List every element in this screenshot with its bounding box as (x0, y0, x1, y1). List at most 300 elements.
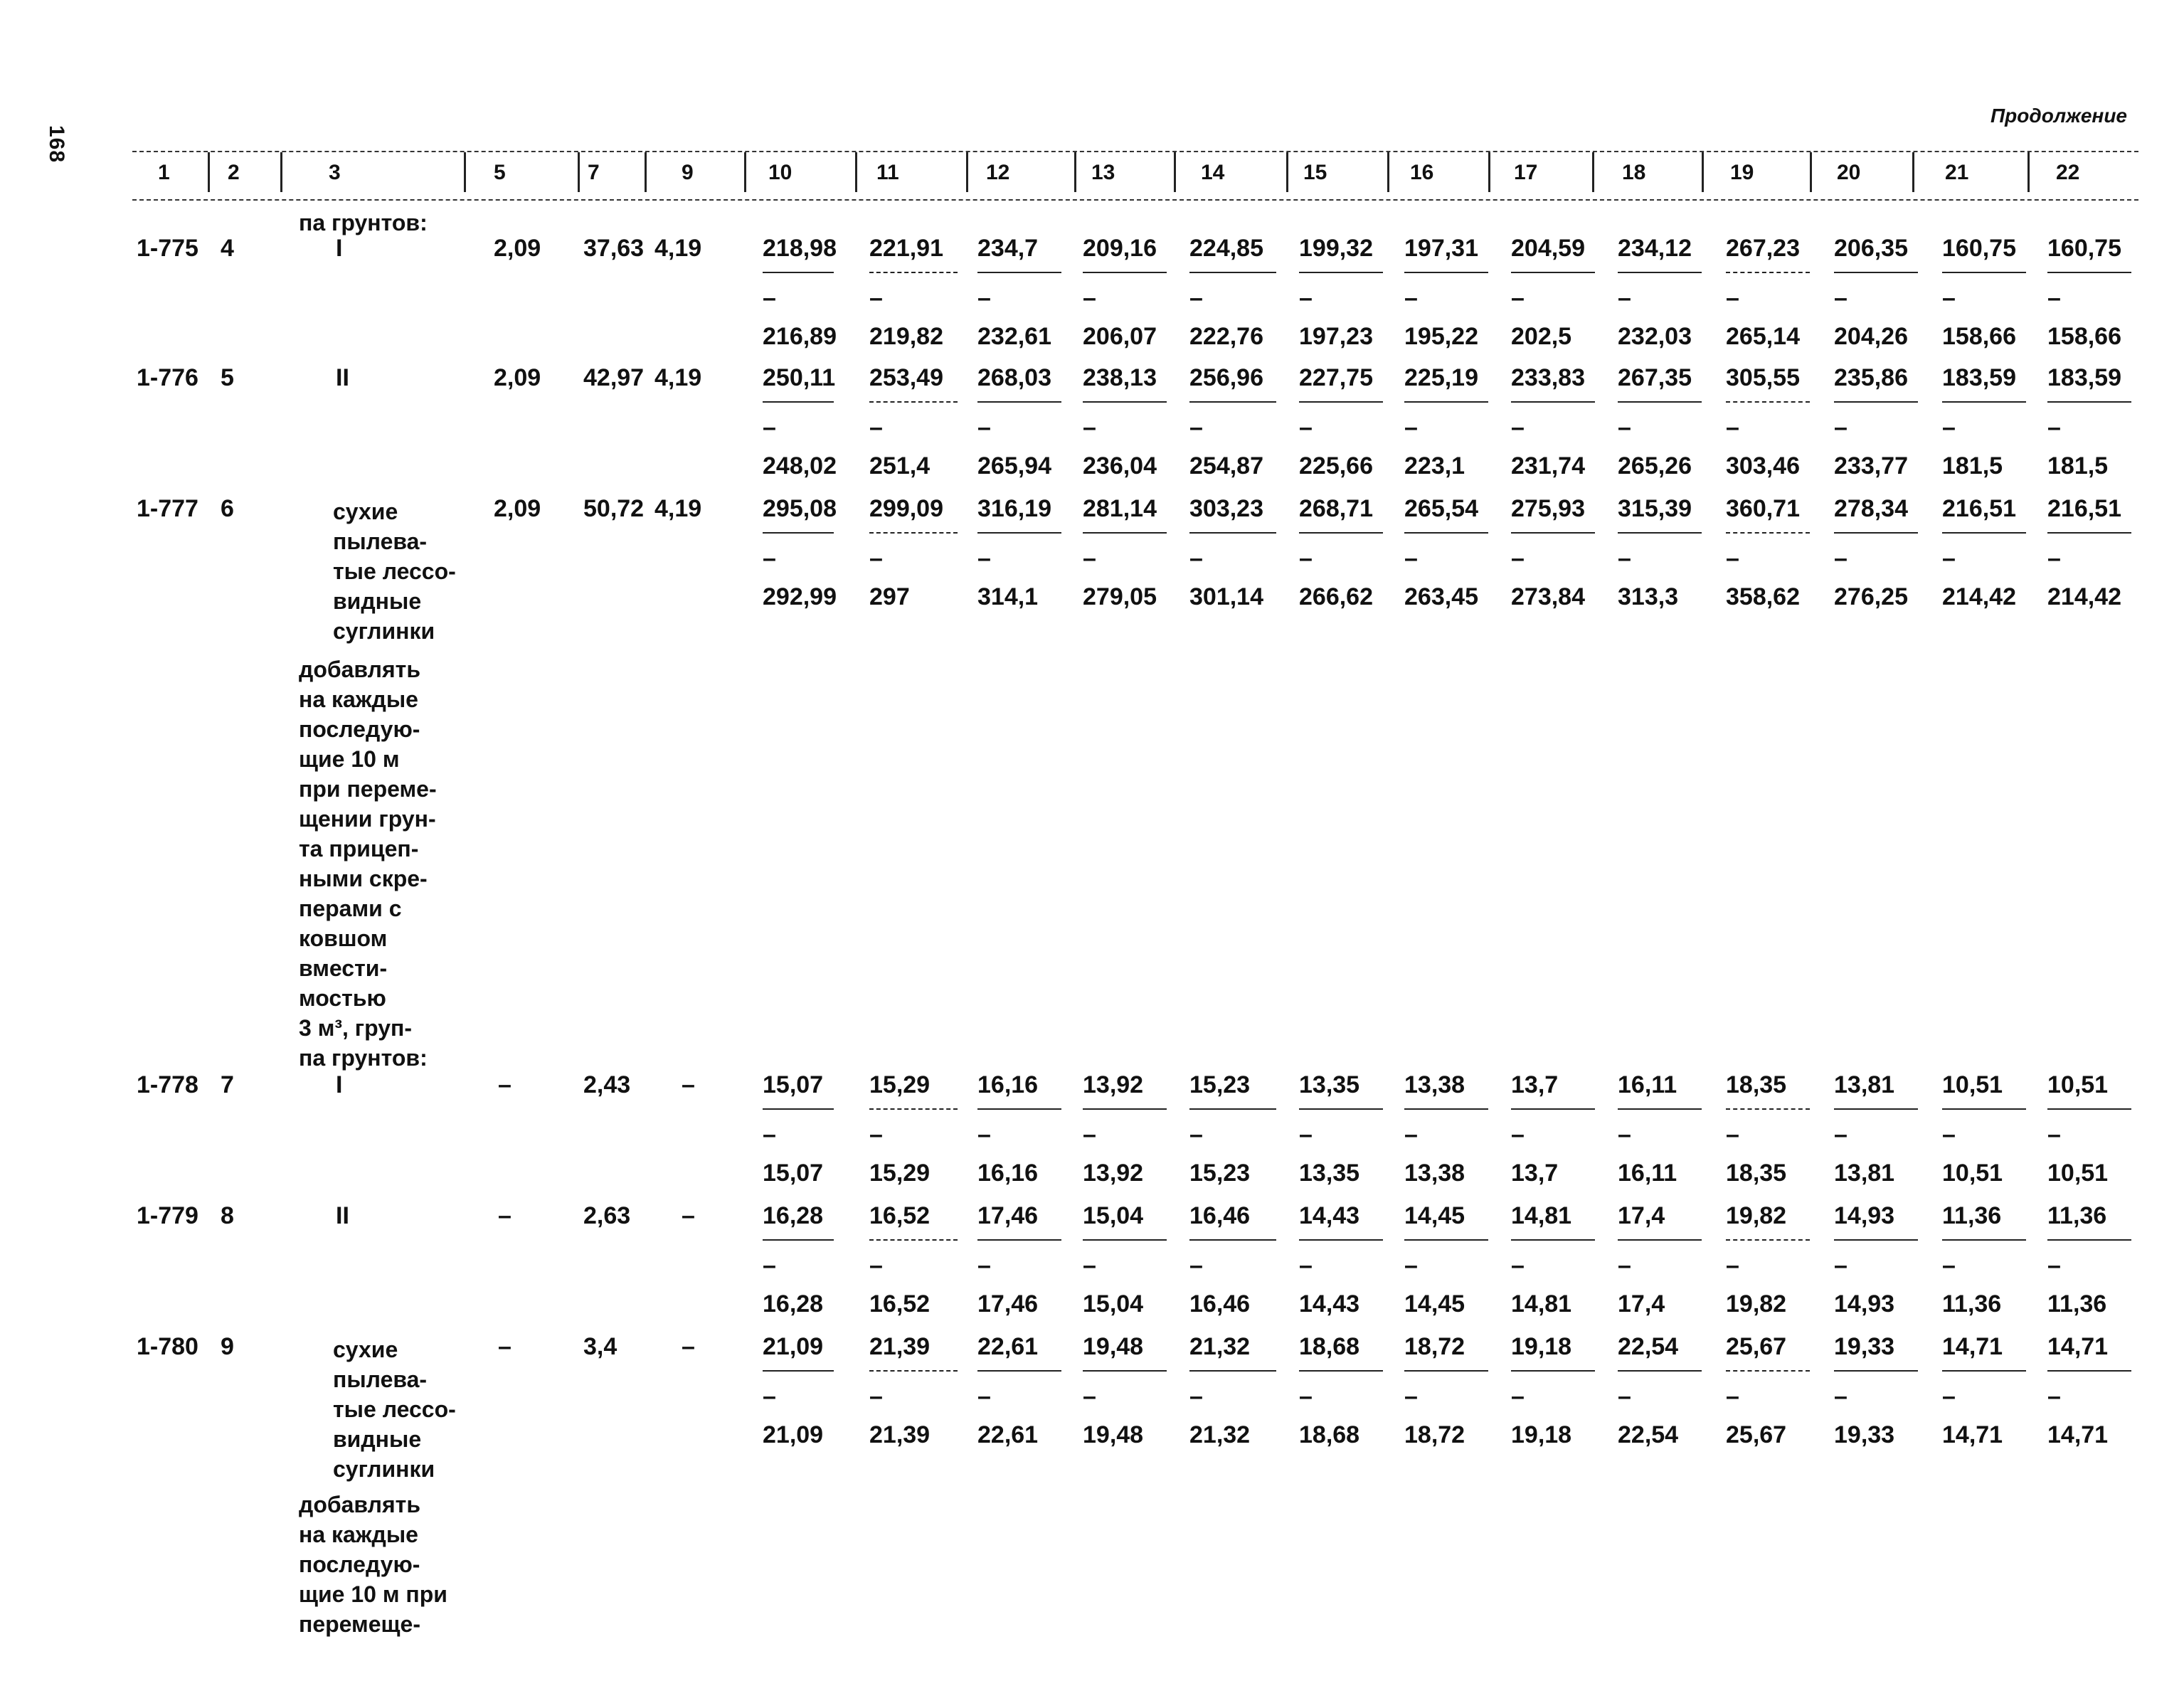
minus-sign: – (977, 1121, 991, 1148)
fraction-bar (869, 401, 958, 403)
row-label: сухие пылева- тые лессо- видные суглинки (333, 1337, 456, 1482)
denominator-value: 181,5 (2047, 452, 2109, 479)
fraction-bar (1083, 532, 1167, 534)
fraction-bar (1726, 272, 1810, 273)
fraction-bar (869, 532, 958, 534)
fraction-bar (977, 532, 1061, 534)
header-divider (1286, 152, 1288, 192)
fraction-bar (763, 401, 834, 403)
minus-sign: – (1834, 1383, 1848, 1410)
minus-sign: – (1189, 285, 1203, 312)
numerator-value: 360,71 (1726, 495, 1800, 522)
denominator-value: 14,71 (1942, 1421, 2003, 1448)
fraction-bar (2047, 401, 2131, 403)
numerator-value: 13,38 (1404, 1071, 1465, 1098)
header-divider (578, 152, 580, 192)
minus-sign: – (1083, 545, 1096, 572)
denominator-value: 236,04 (1083, 452, 1157, 479)
fraction-bar (763, 1239, 834, 1241)
header-divider (280, 152, 282, 192)
minus-sign: – (1189, 545, 1203, 572)
numerator-value: 209,16 (1083, 235, 1157, 262)
minus-sign: – (763, 1383, 776, 1410)
denominator-value: 14,81 (1511, 1290, 1572, 1317)
header-cell-16: 16 (1410, 161, 1434, 184)
numerator-value: 233,83 (1511, 364, 1585, 391)
denominator-value: 15,23 (1189, 1160, 1251, 1187)
denominator-value: 313,3 (1618, 583, 1679, 610)
numerator-value: 234,7 (977, 235, 1039, 262)
denominator-value: 314,1 (977, 583, 1039, 610)
minus-sign: – (763, 1252, 776, 1279)
fraction-bar (1299, 532, 1383, 534)
numerator-value: 13,7 (1511, 1071, 1559, 1098)
fraction-bar (1834, 272, 1918, 273)
row-label: I (336, 235, 343, 262)
header-divider (208, 152, 210, 192)
numerator-value: 14,81 (1511, 1202, 1572, 1229)
minus-sign: – (1299, 285, 1313, 312)
header-divider (1488, 152, 1490, 192)
numerator-value: 15,29 (869, 1071, 931, 1098)
numerator-value: 16,46 (1189, 1202, 1251, 1229)
fraction-bar (869, 1370, 958, 1372)
denominator-value: 14,43 (1299, 1290, 1360, 1317)
fraction-bar (1726, 401, 1810, 403)
numerator-value: 16,16 (977, 1071, 1039, 1098)
header-cell-2: 2 (228, 161, 240, 184)
header-cell-10: 10 (768, 161, 793, 184)
group-title-continued: добавлять на каждые последую- щие 10 м при перемеще- (299, 1492, 447, 1637)
minus-sign: – (1726, 1252, 1739, 1279)
numerator-value: 303,23 (1189, 495, 1263, 522)
numerator-value: 206,35 (1834, 235, 1908, 262)
numerator-value: 11,36 (1942, 1202, 2002, 1229)
header-cell-22: 22 (2056, 161, 2080, 184)
denominator-value: 11,36 (2047, 1290, 2107, 1317)
denominator-value: 266,62 (1299, 583, 1373, 610)
row-number: 8 (221, 1202, 234, 1229)
denominator-value: 25,67 (1726, 1421, 1787, 1448)
denominator-value: 195,22 (1404, 323, 1478, 350)
denominator-value: 206,07 (1083, 323, 1157, 350)
denominator-value: 222,76 (1189, 323, 1263, 350)
denominator-value: 19,82 (1726, 1290, 1787, 1317)
fraction-bar (2047, 1108, 2131, 1110)
minus-sign: – (1404, 545, 1418, 572)
denominator-value: 301,14 (1189, 583, 1263, 610)
header-cell-14: 14 (1201, 161, 1225, 184)
numerator-value: 14,43 (1299, 1202, 1360, 1229)
numerator-value: 21,09 (763, 1333, 824, 1360)
minus-sign: – (977, 545, 991, 572)
denominator-value: 14,71 (2047, 1421, 2109, 1448)
denominator-value: 158,66 (1942, 323, 2016, 350)
group-title-tail: па грунтов: (299, 210, 428, 235)
numerator-value: 275,93 (1511, 495, 1585, 522)
minus-sign: – (2047, 545, 2061, 572)
minus-sign: – (1834, 545, 1848, 572)
fraction-bar (1189, 1239, 1276, 1241)
denominator-value: 16,16 (977, 1160, 1039, 1187)
fraction-bar (1726, 1108, 1810, 1110)
fraction-bar (1942, 532, 2026, 534)
numerator-value: 15,04 (1083, 1202, 1144, 1229)
minus-sign: – (1189, 1121, 1203, 1148)
minus-sign: – (1726, 414, 1739, 441)
header-cell-1: 1 (158, 161, 170, 184)
minus-sign: – (763, 1121, 776, 1148)
fraction-bar (869, 1108, 958, 1110)
fraction-bar (1834, 1239, 1918, 1241)
row-number: 6 (221, 495, 234, 522)
minus-sign: – (1618, 1383, 1631, 1410)
fraction-bar (763, 272, 834, 273)
fraction-bar (1618, 1239, 1702, 1241)
minus-sign: – (1942, 1252, 1956, 1279)
row-number: 5 (221, 364, 234, 391)
minus-sign: – (1511, 1252, 1525, 1279)
numerator-value: 160,75 (2047, 235, 2121, 262)
row-label: I (336, 1071, 343, 1098)
minus-sign: – (1942, 1383, 1956, 1410)
minus-sign: – (1083, 1252, 1096, 1279)
denominator-value: 10,51 (1942, 1160, 2003, 1187)
numerator-value: 268,71 (1299, 495, 1373, 522)
header-divider (645, 152, 647, 192)
header-cell-12: 12 (986, 161, 1010, 184)
fraction-bar (1299, 1239, 1383, 1241)
header-divider (1592, 152, 1594, 192)
fraction-bar (1404, 272, 1488, 273)
row-code: 1-779 (137, 1202, 198, 1229)
minus-sign: – (1511, 1121, 1525, 1148)
minus-sign: – (1189, 1383, 1203, 1410)
numerator-value: 22,61 (977, 1333, 1039, 1360)
denominator-value: 204,26 (1834, 323, 1908, 350)
col7-value: 42,97 (583, 364, 645, 391)
fraction-bar (869, 1239, 958, 1241)
fraction-bar (1189, 1108, 1276, 1110)
denominator-value: 202,5 (1511, 323, 1572, 350)
denominator-value: 232,61 (977, 323, 1051, 350)
header-divider (855, 152, 857, 192)
denominator-value: 17,46 (977, 1290, 1039, 1317)
minus-sign: – (1404, 1121, 1418, 1148)
numerator-value: 19,48 (1083, 1333, 1144, 1360)
fraction-bar (869, 272, 958, 273)
numerator-value: 21,39 (869, 1333, 931, 1360)
denominator-value: 265,26 (1618, 452, 1692, 479)
fraction-bar (1404, 401, 1488, 403)
minus-sign: – (1083, 1121, 1096, 1148)
fraction-bar (1726, 532, 1810, 534)
denominator-value: 16,11 (1618, 1160, 1677, 1187)
fraction-bar (1834, 532, 1918, 534)
numerator-value: 183,59 (2047, 364, 2121, 391)
header-divider (2027, 152, 2030, 192)
header-divider (1074, 152, 1076, 192)
numerator-value: 18,68 (1299, 1333, 1360, 1360)
fraction-bar (1618, 401, 1702, 403)
fraction-bar (1511, 532, 1595, 534)
numerator-value: 10,51 (1942, 1071, 2003, 1098)
minus-sign: – (869, 545, 883, 572)
fraction-bar (977, 1108, 1061, 1110)
denominator-value: 13,92 (1083, 1160, 1144, 1187)
numerator-value: 13,81 (1834, 1071, 1895, 1098)
header-divider (966, 152, 968, 192)
fraction-bar (1511, 1108, 1595, 1110)
fraction-bar (1618, 1370, 1702, 1372)
fraction-bar (1942, 401, 2026, 403)
fraction-bar (977, 1239, 1061, 1241)
continuation-label: Продолжение (1990, 105, 2127, 127)
minus-sign: – (1511, 414, 1525, 441)
denominator-value: 181,5 (1942, 452, 2003, 479)
denominator-value: 19,18 (1511, 1421, 1572, 1448)
row-code: 1-777 (137, 495, 198, 522)
col9-value: – (682, 1333, 695, 1360)
numerator-value: 250,11 (763, 364, 836, 391)
header-divider (464, 152, 466, 192)
denominator-value: 263,45 (1404, 583, 1478, 610)
row-label: II (336, 1202, 349, 1229)
col9-value: 4,19 (654, 495, 702, 522)
denominator-value: 219,82 (869, 323, 943, 350)
numerator-value: 253,49 (869, 364, 943, 391)
numerator-value: 221,91 (869, 235, 943, 262)
fraction-bar (1404, 1370, 1488, 1372)
numerator-value: 15,07 (763, 1071, 824, 1098)
fraction-bar (1511, 272, 1595, 273)
denominator-value: 18,68 (1299, 1421, 1360, 1448)
minus-sign: – (1511, 545, 1525, 572)
fraction-bar (1299, 1108, 1383, 1110)
denominator-value: 16,46 (1189, 1290, 1251, 1317)
denominator-value: 251,4 (869, 452, 931, 479)
col5-value: 2,09 (494, 364, 541, 391)
numerator-value: 256,96 (1189, 364, 1263, 391)
denominator-value: 16,28 (763, 1290, 824, 1317)
minus-sign: – (2047, 1383, 2061, 1410)
minus-sign: – (1299, 1252, 1313, 1279)
numerator-value: 265,54 (1404, 495, 1478, 522)
denominator-value: 214,42 (1942, 583, 2016, 610)
header-divider (1810, 152, 1812, 192)
minus-sign: – (1942, 414, 1956, 441)
fraction-bar (1189, 532, 1276, 534)
fraction-bar (1726, 1239, 1810, 1241)
header-cell-18: 18 (1622, 161, 1646, 184)
denominator-value: 231,74 (1511, 452, 1585, 479)
denominator-value: 197,23 (1299, 323, 1373, 350)
denominator-value: 13,7 (1511, 1160, 1559, 1187)
minus-sign: – (2047, 285, 2061, 312)
denominator-value: 297 (869, 583, 910, 610)
minus-sign: – (1404, 1383, 1418, 1410)
numerator-value: 11,36 (2047, 1202, 2107, 1229)
header-divider (744, 152, 746, 192)
col7-value: 2,43 (583, 1071, 631, 1098)
numerator-value: 218,98 (763, 235, 837, 262)
minus-sign: – (869, 1252, 883, 1279)
numerator-value: 19,82 (1726, 1202, 1787, 1229)
fraction-bar (763, 532, 834, 534)
header-cell-13: 13 (1091, 161, 1115, 184)
col9-value: 4,19 (654, 364, 702, 391)
denominator-value: 358,62 (1726, 583, 1800, 610)
denominator-value: 16,52 (869, 1290, 931, 1317)
numerator-value: 16,11 (1618, 1071, 1677, 1098)
numerator-value: 268,03 (977, 364, 1051, 391)
denominator-value: 22,61 (977, 1421, 1039, 1448)
minus-sign: – (1404, 414, 1418, 441)
numerator-value: 224,85 (1189, 235, 1263, 262)
denominator-value: 11,36 (1942, 1290, 2002, 1317)
header-cell-21: 21 (1945, 161, 1969, 184)
fraction-bar (1404, 1239, 1488, 1241)
row-code: 1-775 (137, 235, 198, 262)
numerator-value: 267,23 (1726, 235, 1800, 262)
numerator-value: 305,55 (1726, 364, 1800, 391)
denominator-value: 21,32 (1189, 1421, 1251, 1448)
header-divider (1387, 152, 1389, 192)
header-divider (1912, 152, 1914, 192)
numerator-value: 19,18 (1511, 1333, 1572, 1360)
minus-sign: – (1834, 414, 1848, 441)
numerator-value: 18,72 (1404, 1333, 1465, 1360)
minus-sign: – (1299, 414, 1313, 441)
minus-sign: – (1726, 545, 1739, 572)
col7-value: 37,63 (583, 235, 645, 262)
fraction-bar (2047, 1239, 2131, 1241)
fraction-bar (763, 1370, 834, 1372)
row-number: 4 (221, 235, 234, 262)
numerator-value: 17,46 (977, 1202, 1039, 1229)
fraction-bar (2047, 272, 2131, 273)
row-number: 7 (221, 1071, 234, 1098)
fraction-bar (1083, 272, 1167, 273)
col9-value: – (682, 1071, 695, 1098)
col9-value: – (682, 1202, 695, 1229)
minus-sign: – (1618, 545, 1631, 572)
header-cell-15: 15 (1303, 161, 1327, 184)
header-cell-11: 11 (876, 161, 899, 184)
numerator-value: 16,52 (869, 1202, 931, 1229)
header-cell-7: 7 (588, 161, 600, 184)
denominator-value: 265,94 (977, 452, 1051, 479)
fraction-bar (1942, 1370, 2026, 1372)
fraction-bar (1083, 1239, 1167, 1241)
denominator-value: 279,05 (1083, 583, 1157, 610)
denominator-value: 216,89 (763, 323, 837, 350)
fraction-bar (1834, 1370, 1918, 1372)
denominator-value: 18,72 (1404, 1421, 1465, 1448)
fraction-bar (1942, 1108, 2026, 1110)
fraction-bar (2047, 1370, 2131, 1372)
numerator-value: 281,14 (1083, 495, 1157, 522)
fraction-bar (977, 401, 1061, 403)
fraction-bar (1299, 272, 1383, 273)
fraction-bar (1083, 1370, 1167, 1372)
numerator-value: 267,35 (1618, 364, 1692, 391)
fraction-bar (1404, 1108, 1488, 1110)
numerator-value: 18,35 (1726, 1071, 1787, 1098)
fraction-bar (763, 1108, 834, 1110)
denominator-value: 265,14 (1726, 323, 1800, 350)
minus-sign: – (1726, 1383, 1739, 1410)
fraction-bar (1189, 401, 1276, 403)
fraction-bar (1942, 272, 2026, 273)
header-cell-5: 5 (494, 161, 506, 184)
denominator-value: 13,81 (1834, 1160, 1895, 1187)
minus-sign: – (763, 545, 776, 572)
minus-sign: – (1726, 1121, 1739, 1148)
minus-sign: – (2047, 1252, 2061, 1279)
numerator-value: 19,33 (1834, 1333, 1895, 1360)
denominator-value: 158,66 (2047, 323, 2121, 350)
header-cell-19: 19 (1730, 161, 1754, 184)
minus-sign: – (1618, 1252, 1631, 1279)
header-top-rule (132, 151, 2138, 152)
numerator-value: 25,67 (1726, 1333, 1787, 1360)
col7-value: 2,63 (583, 1202, 631, 1229)
minus-sign: – (1404, 285, 1418, 312)
header-cell-9: 9 (682, 161, 694, 184)
minus-sign: – (1083, 285, 1096, 312)
denominator-value: 15,04 (1083, 1290, 1144, 1317)
minus-sign: – (2047, 414, 2061, 441)
minus-sign: – (1404, 1252, 1418, 1279)
minus-sign: – (1299, 1383, 1313, 1410)
denominator-value: 248,02 (763, 452, 837, 479)
fraction-bar (1511, 1370, 1595, 1372)
fraction-bar (1189, 272, 1276, 273)
row-number: 9 (221, 1333, 234, 1360)
numerator-value: 216,51 (2047, 495, 2121, 522)
numerator-value: 225,19 (1404, 364, 1478, 391)
minus-sign: – (1083, 1383, 1096, 1410)
minus-sign: – (1618, 1121, 1631, 1148)
col5-value: 2,09 (494, 495, 541, 522)
fraction-bar (1511, 1239, 1595, 1241)
numerator-value: 315,39 (1618, 495, 1692, 522)
minus-sign: – (1511, 285, 1525, 312)
col5-value: – (498, 1333, 511, 1360)
col5-value: 2,09 (494, 235, 541, 262)
denominator-value: 18,35 (1726, 1160, 1787, 1187)
minus-sign: – (1618, 414, 1631, 441)
col9-value: 4,19 (654, 235, 702, 262)
denominator-value: 22,54 (1618, 1421, 1679, 1448)
denominator-value: 13,38 (1404, 1160, 1465, 1187)
minus-sign: – (977, 285, 991, 312)
denominator-value: 19,48 (1083, 1421, 1144, 1448)
numerator-value: 13,92 (1083, 1071, 1144, 1098)
denominator-value: 223,1 (1404, 452, 1465, 479)
group-title-scrapers: добавлять на каждые последую- щие 10 м при переме- щении грун- та прицеп- ными скре- перами с ковшом вмести- мостью 3 м³, груп- па грунтов: (299, 657, 437, 1071)
denominator-value: 14,93 (1834, 1290, 1895, 1317)
fraction-bar (1404, 532, 1488, 534)
row-code: 1-776 (137, 364, 198, 391)
col7-value: 50,72 (583, 495, 645, 522)
fraction-bar (1834, 1108, 1918, 1110)
numerator-value: 234,12 (1618, 235, 1692, 262)
denominator-value: 15,07 (763, 1160, 824, 1187)
numerator-value: 16,28 (763, 1202, 824, 1229)
denominator-value: 225,66 (1299, 452, 1373, 479)
